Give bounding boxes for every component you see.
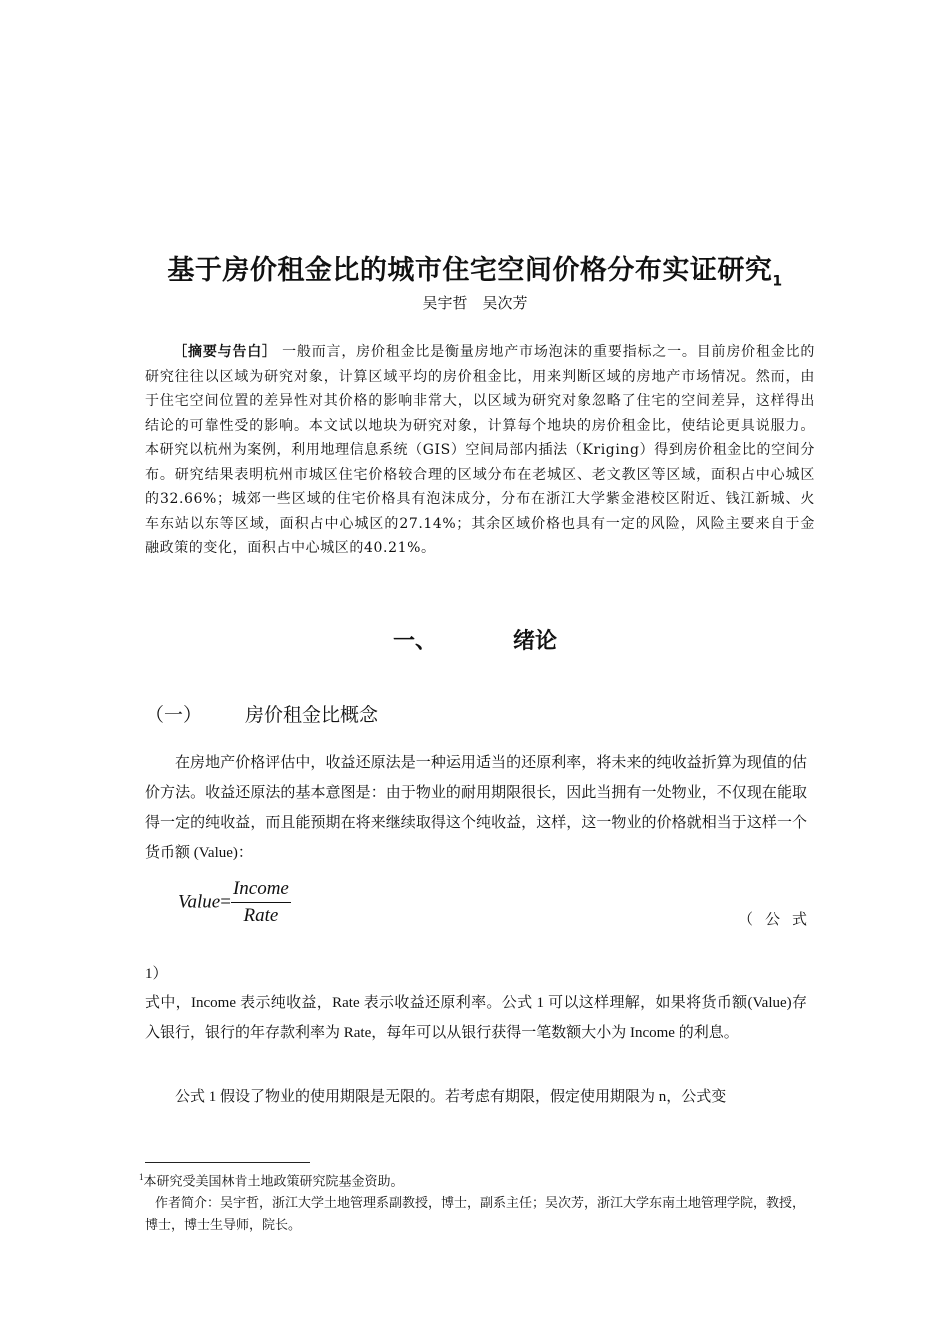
formula [178,878,291,927]
formula-lhs: Value [178,891,221,913]
section-number: 一、 [392,629,437,654]
equation-tag: （公式 [738,912,820,928]
footnote-rule [145,1162,310,1163]
paragraph-2: 式中，Income 表示纯收益，Rate 表示收益还原利率。公式 1 可以这样理解，如果将货币额(Value)存入银行，银行的年存款利率为 Rate，每年可以从银行获得一笔数额大小为 Income 的利息。 [145,995,807,1041]
formula-equals: = [220,891,231,913]
title-text: 基于房价租金比的城市住宅空间价格分布实证研究 [167,255,773,286]
footnotes [139,1166,810,1236]
equation-tag-continued: 1） [145,966,168,982]
paragraph-1: 在房地产价格评估中，收益还原法是一种运用适当的还原利率，将未来的纯收益折算为现值的估价方法。收益还原法的基本意图是：由于物业的耐用期限很长，因此当拥有一处物业，不仅现在能取得一定的纯收益，而且能预期在将来继续取得这个纯收益，这样，这一物业的价格就相当于这样一个货币额 (Value)： [145,755,807,861]
title-footnote-mark[interactable]: 1 [772,273,783,290]
footnote-2: 作者简介：吴宇哲，浙江大学土地管理系副教授，博士，副系主任；吴次芳，浙江大学东南土地管理学院，教授，博士，博士生导师，院长。 [145,1195,806,1233]
subsection-number: （一） [145,704,203,726]
abstract-label: ［摘要与告白］ [173,344,277,360]
abstract [145,340,815,561]
formula-fraction [231,878,291,927]
section-heading [0,624,950,655]
paper-title [0,248,950,289]
abstract-text: 一般而言，房价租金比是衡量房地产市场泡沫的重要指标之一。目前房价租金比的研究往往以区域为研究对象，计算区域平均的房价租金比，用来判断区域的房地产市场情况。然而，由于住宅空间位置的差异性对其价格的影响非常大，以区域为研究对象忽略了住宅的空间差异，这样得出结论的可靠性受的影响。本文试以地块为研究对象，计算每个地块的房价租金比，使结论更具说服力。本研究以杭州为案例，利用地理信息系统（GIS）空间局部内插法（Kriging）得到房价租金比的空间分布。研究结果表明杭州市城区住宅价格较合理的区域分布在老城区、老文教区等区域，面积占中心城区的32.66%；城郊一些区域的住宅价格具有泡沫成分，分布在浙江大学紫金港校区附近、钱江新城、火车东站以东等区域，面积占中心城区的27.14%；其余区域价格也具有一定的风险，风险主要来自于金融政策的变化，面积占中心城区的40.21%。 [145,344,815,556]
subsection-title: 房价租金比概念 [245,704,379,726]
formula-numerator: Income [231,878,291,903]
paragraph-3: 公式 1 假设了物业的使用期限是无限的。若考虑有期限，假定使用期限为 n，公式变 [175,1089,727,1105]
footnote-1-text: 本研究受美国林肯土地政策研究院基金资助。 [143,1173,404,1189]
footnote-1-mark: 1 [139,1172,144,1182]
formula-denominator: Rate [243,905,279,926]
authors: 吴宇哲 吴次芳 [422,294,528,312]
footnote-1 [139,1166,810,1192]
section-title: 绪论 [512,629,557,654]
subsection-heading [145,700,378,727]
